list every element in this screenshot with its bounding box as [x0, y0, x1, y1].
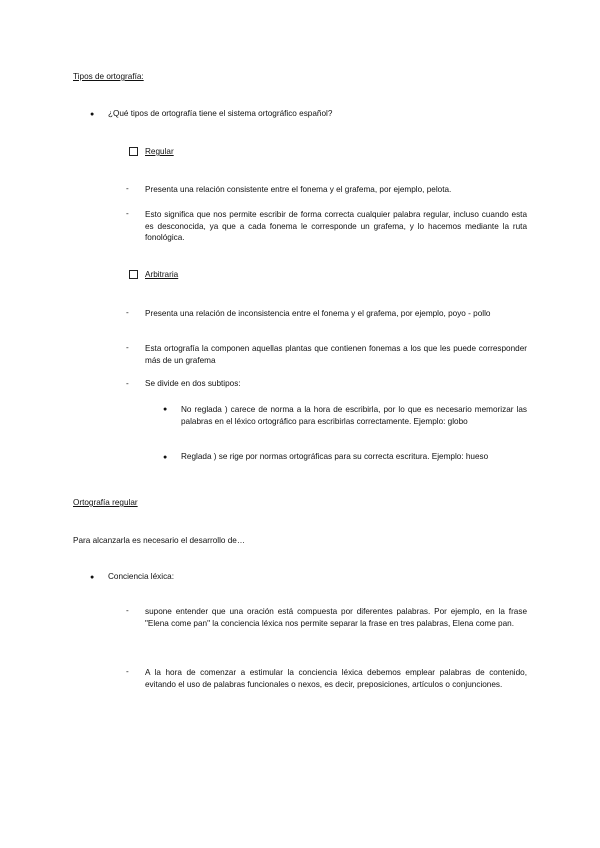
- arbitraria-label: Arbitraria: [145, 270, 179, 279]
- dash-icon: -: [126, 379, 129, 388]
- dash-icon: -: [126, 667, 129, 676]
- conciencia-item-2: A la hora de comenzar a estimular la conciencia léxica debemos emplear palabras de contenido, evitando el uso de palabras funcionales o nexos, es decir, preposiciones, artículos o conjunciones.: [145, 668, 527, 689]
- section-heading-tipos: Tipos de ortografía:: [73, 72, 144, 81]
- arbitraria-item-2: Esta ortografía la componen aquellas plantas que contienen fonemas a los que les puede corresponder más de un grafema: [145, 344, 527, 365]
- bullet-icon: ●: [90, 111, 95, 118]
- dash-icon: -: [126, 184, 129, 193]
- checkbox-icon: [129, 270, 138, 279]
- dash-icon: -: [126, 209, 129, 218]
- regular-label: Regular: [145, 147, 174, 156]
- subtype-no-reglada: No reglada ) carece de norma a la hora de escribirla, por lo que es necesario memorizar las palabras en el léxico ortográfico para escribirlas correctamente. Ejemplo: globo: [181, 405, 527, 426]
- regular-item-2: Esto significa que nos permite escribir de forma correcta cualquier palabra regular, incluso cuando esta es desconocida, ya que a cada fonema le corresponde un grafema, y lo hacemos mediante la ruta fonológica.: [145, 210, 527, 242]
- arbitraria-item-1: Presenta una relación de inconsistencia entre el fonema y el grafema, por ejemplo, poyo - pollo: [145, 309, 491, 318]
- checkbox-icon: [129, 147, 138, 156]
- regular-item-1: Presenta una relación consistente entre el fonema y el grafema, por ejemplo, pelota.: [145, 185, 452, 194]
- conciencia-item-1: supone entender que una oración está compuesta por diferentes palabras. Por ejemplo, en la frase "Elena come pan" la conciencia léxica nos permite separar la frase en tres palabras, Elena come pan.: [145, 607, 527, 628]
- question-text: ¿Qué tipos de ortografía tiene el sistema ortográfico español?: [108, 109, 333, 118]
- section-heading-ortografia-regular: Ortografía regular: [73, 498, 138, 507]
- subtype-reglada: Reglada ) se rige por normas ortográficas para su correcta escritura. Ejemplo: hueso: [181, 452, 489, 461]
- dash-icon: -: [126, 606, 129, 615]
- bullet-icon: ●: [163, 454, 168, 461]
- bullet-icon: ●: [90, 574, 95, 581]
- dash-icon: -: [126, 308, 129, 317]
- bullet-icon: ●: [163, 406, 168, 413]
- dash-icon: -: [126, 343, 129, 352]
- conciencia-label: Conciencia léxica:: [108, 572, 174, 581]
- arbitraria-item-3: Se divide en dos subtipos:: [145, 379, 241, 388]
- intro-text: Para alcanzarla es necesario el desarrollo de…: [73, 536, 246, 545]
